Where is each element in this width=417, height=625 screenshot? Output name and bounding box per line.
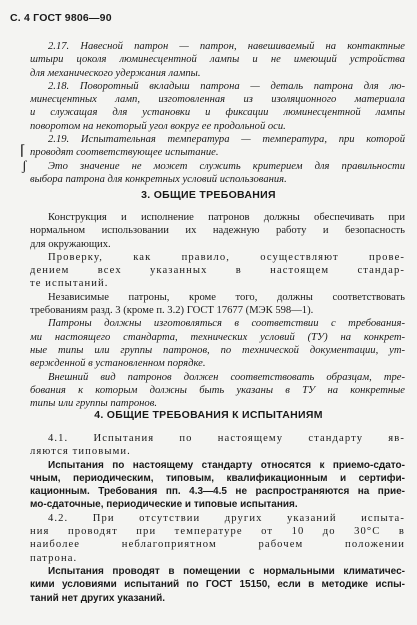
text-line: 2.18. Поворотный вкладыш патрона — деталь патрона для лю- [48, 80, 405, 92]
text-line: Это значение не может служить критерием для правильности [48, 160, 405, 172]
section-3-title: 3. ОБЩИЕ ТРЕБОВАНИЯ [141, 189, 276, 201]
text-line: поворотом на некоторый угол вокруг ее продольной оси. [30, 120, 286, 132]
page-header: С. 4 ГОСТ 9806—90 [10, 12, 112, 24]
text-line: патрона. [30, 552, 78, 564]
text-line: ми настоящего стандарта, технических условий (ТУ) на конкрет- [30, 331, 405, 343]
text-line: наиболее неблагоприятном рабочем положении [30, 539, 405, 551]
text-line: для механического удержания лампы. [30, 67, 201, 79]
text-line: требованиям разд. 3 (кроме п. 3.2) ГОСТ 17677 (МЭК 598—1). [30, 305, 314, 317]
text-line: 2.17. Навесной патрон — патрон, навешиваемый на контактные [48, 41, 405, 52]
text-line: мо-сдаточные, периодические и типовые испытания. [30, 499, 298, 511]
text-line: те испытаний. [30, 278, 109, 290]
text-line: ния проводят при температуре от 10 до 30°С в [30, 526, 405, 538]
text-line: штыри цоколя люминесцентной лампы и не имеющий устройства [30, 54, 405, 66]
text-line: и служащая для установки и фиксации люминесцентной лампы [30, 107, 405, 119]
margin-mark: ⌈ [20, 144, 26, 159]
text-line: таний нет других указаний. [30, 592, 166, 604]
text-line: вержденной в установленном порядке. [30, 358, 206, 370]
text-line: проводят соответствующее испытание. [30, 147, 219, 159]
text-line: ляются типовыми. [30, 446, 131, 458]
text-line: нормальном использовании их надежную работу и безопасность [30, 225, 405, 237]
definitions-block [30, 40, 405, 186]
text-line: Патроны должны изготовляться в соответствии с требования- [48, 318, 405, 330]
section-4-title: 4. ОБЩИЕ ТРЕБОВАНИЯ К ИСПЫТАНИЯМ [94, 409, 323, 421]
text-line: для окружающих. [30, 238, 111, 250]
margin-mark: ʃ [22, 159, 27, 174]
text-line: кационным. Требования пп. 4.3—4.5 не распространяются на прие- [30, 486, 405, 498]
text-line: Испытания по настоящему стандарту относятся к приемо-сдато- [48, 459, 405, 471]
text-line: Конструкция и исполнение патронов должны обеспечивать при [48, 212, 405, 223]
text-line: выбора патрона для конкретных условий использования. [30, 173, 287, 185]
text-line: дением всех указанных в настоящем стандар- [30, 265, 405, 277]
text-line: бования к которым должны быть указаны в ТУ на конкретные [30, 384, 405, 396]
text-line: 4.1. Испытания по настоящему стандарту яв- [48, 433, 405, 444]
text-line: чным, периодическим, типовым, квалификационным и сертифи- [30, 472, 405, 484]
text-line: ные типы или группы патронов, по технической документации, ут- [30, 344, 405, 356]
text-line: 2.19. Испытательная температура — температура, при которой [48, 134, 405, 146]
text-line: минесцентных ламп, изготовленная из изоляционного материала [30, 94, 405, 106]
text-line: Внешний вид патронов должен соответствовать образцам, тре- [48, 371, 405, 383]
text-line: типы или группы патронов. [30, 398, 157, 410]
text-line: кими условиями испытаний по ГОСТ 15150, если в методике испы- [30, 579, 405, 591]
text-line: Испытания проводят в помещении с нормальными климатичес- [48, 565, 405, 577]
text-line: 4.2. При отсутствии других указаний испыта- [48, 512, 405, 524]
section-3-body [30, 211, 405, 410]
text-line: Независимые патроны, кроме того, должны соответствовать [48, 291, 405, 303]
section-4-body [30, 432, 405, 605]
text-line: Проверку, как правило, осуществляют прове- [48, 251, 405, 263]
